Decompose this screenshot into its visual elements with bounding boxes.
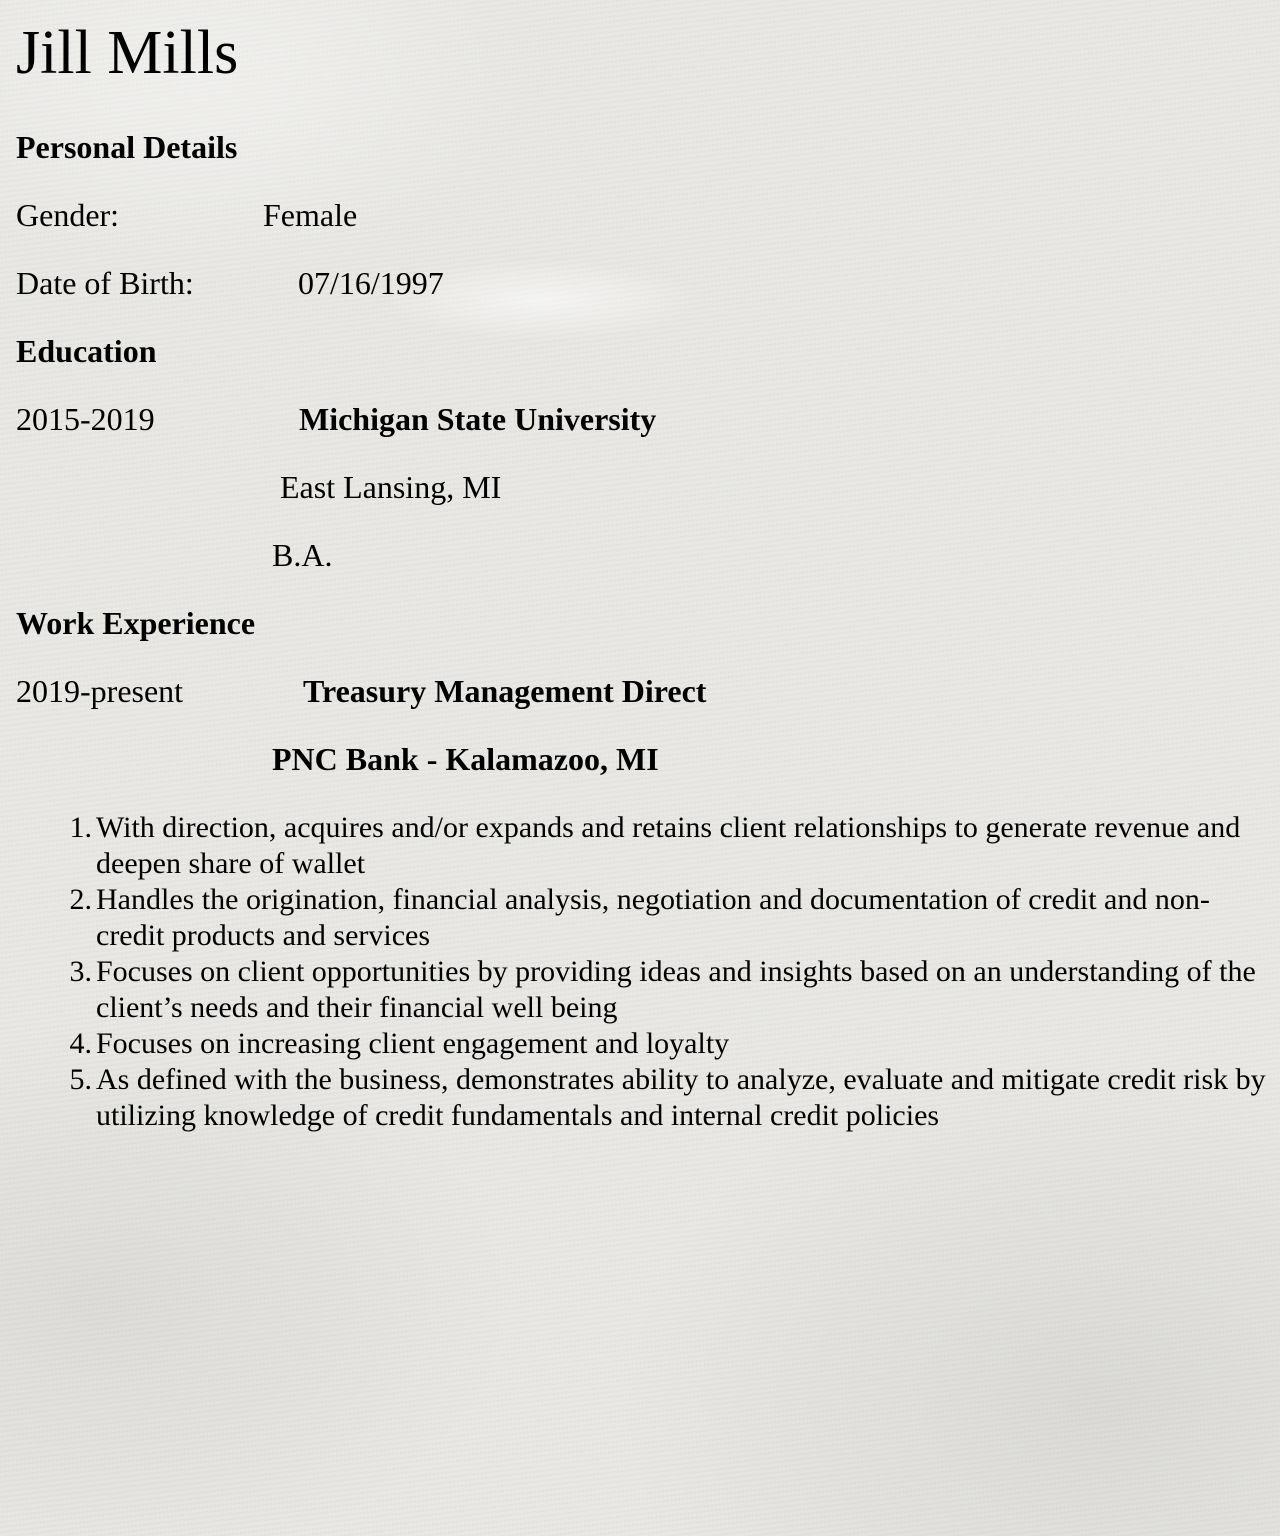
work-experience-heading: Work Experience [16,605,256,641]
work-title: Treasury Management Direct [303,673,707,709]
education-degree: B.A. [272,537,333,573]
list-item-text: Focuses on client opportunities by providing ideas and insights based on an understanding of the client’s needs and their financial well being [96,955,1256,1024]
list-item-text: Handles the origination, financial analysis, negotiation and documentation of credit and non-credit products and services [96,883,1210,952]
resume-name: Jill Mills [16,19,239,87]
list-item [69,1026,1276,1062]
list-item-number: 2. [69,883,92,916]
gender-label: Gender: [16,197,120,233]
education-location: East Lansing, MI [280,469,502,505]
dob-value: 07/16/1997 [298,265,444,301]
list-item [69,810,1276,882]
gender-value: Female [263,197,358,233]
duties-list [69,810,1276,1134]
list-item-number: 4. [69,1027,92,1060]
work-employer: PNC Bank - Kalamazoo, MI [272,741,659,777]
list-item [69,954,1276,1026]
education-school: Michigan State University [299,401,657,437]
list-item-text: Focuses on increasing client engagement and loyalty [96,1027,730,1060]
personal-details-heading: Personal Details [16,129,238,165]
list-item [69,882,1276,954]
dob-label: Date of Birth: [16,265,194,301]
work-years: 2019-present [16,673,184,709]
list-item [69,1062,1276,1134]
list-item-number: 5. [69,1063,92,1096]
list-item-text: With direction, acquires and/or expands and retains client relationships to generate revenue and deepen share of wallet [96,811,1241,880]
list-item-number: 1. [69,811,92,844]
education-heading: Education [16,333,157,369]
list-item-number: 3. [69,955,92,988]
education-years: 2015-2019 [16,401,155,437]
list-item-text: As defined with the business, demonstrates ability to analyze, evaluate and mitigate credit risk by utilizing knowledge of credit fundamentals and internal credit policies [96,1063,1266,1132]
